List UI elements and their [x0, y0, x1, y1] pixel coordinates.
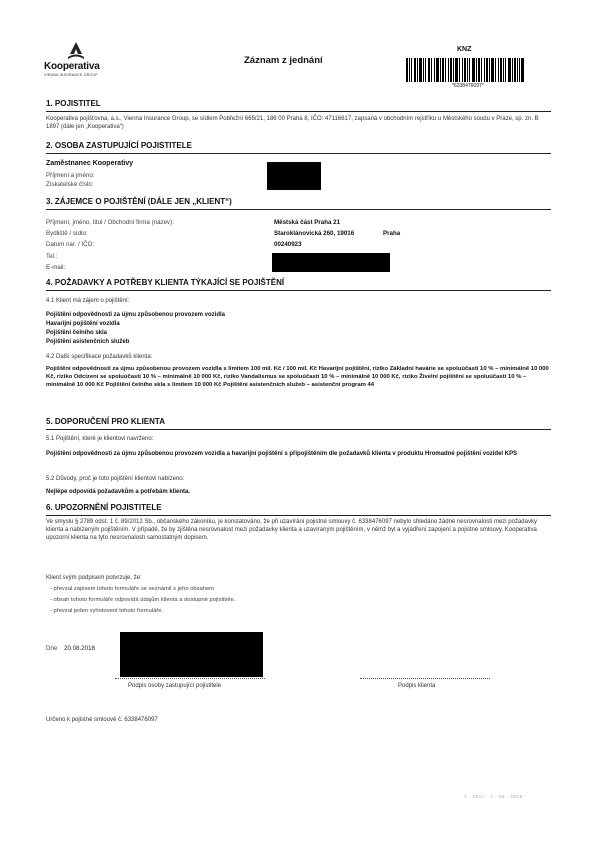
client-ico-label: Datum nar. / IČO: [46, 241, 95, 248]
list-item: - obsah tohoto formuláře odpovídá údajům klienta a dostupné pojistitele. [50, 597, 236, 603]
client-name-label: Příjmení, jméno, titul / Obchodní firma (název): [46, 219, 174, 226]
page-code: 1 · 2017 · 1 · 08 · 2018 [464, 795, 523, 800]
kooperativa-logo-icon [66, 42, 86, 60]
barcode-number: *6338476097* [452, 83, 484, 89]
confirmation-list [50, 586, 235, 619]
requirement-specification: Pojištění odpovědnosti za újmu způsobenou provozem vozidla s limitem 100 mil. Kč / 100 mil. Kč Havarijní pojištění, riziko Základní havárie se spoluúčastí 10 % – minimálně 10 000 Kč, riziko Odcizení se spoluúčastí 10 % – minimálně 10 000 Kč, riziko Vandalismus se spoluúčastí 10 % – minimálně 10 000 Kč, riziko Živelní pojištění se spoluúčastí 10 % – minimálně 10 000 Kč Pojištění čelního skla s limitem 10 000 Kč Pojištění asistenčních služeb – asistenční program 44 [46, 366, 549, 388]
requirement-item: Havarijní pojištění vozidla [46, 321, 120, 327]
employee-number-label: Získatelské číslo: [46, 181, 94, 188]
confirmation-intro: Klient svým podpisem potvrzuje, že: [46, 575, 142, 581]
divider [46, 153, 551, 154]
divider [46, 209, 551, 210]
recommendation-question-2: 5.2 Důvody, proč je toto pojištění klientovi nabízeno: [46, 476, 185, 482]
section-6-title: 6. UPOZORNĚNÍ POJISTITELE [46, 503, 162, 512]
client-phone-label: Tel.: [46, 253, 58, 260]
signature-date: 20.08.2018 [64, 645, 95, 652]
client-name: Městská část Praha 21 [274, 219, 341, 226]
divider [46, 429, 551, 430]
list-item: - převzal zápisem tohoto formuláře se seznámil s jeho obsahem [50, 586, 214, 592]
document-title: Záznam z jednání [244, 55, 323, 66]
contract-reference: Určeno k pojistné smlouvě č. 6338476097 [46, 717, 158, 723]
divider [46, 111, 551, 112]
form-code: KNZ [457, 46, 472, 53]
requirement-question-1: 4.1 Klient má zájem o pojištění: [46, 298, 130, 304]
recommended-insurance: Pojištění odpovědnosti za újmu způsobenou provozem vozidla a havarijní pojištění s připojištěním dle požadavků klienta v produktu Hromadné pojištění vozidel KPS [46, 451, 518, 457]
signature-line [360, 678, 490, 679]
redacted-signature [120, 632, 263, 677]
brand-subtitle: VIENNA INSURANCE GROUP [44, 73, 98, 77]
requirement-item: Pojištění čelního skla [46, 330, 108, 336]
client-address: Staroklánovická 260, 19016 [274, 230, 355, 237]
insurer-notice: Ve smyslu § 2789 odst. 1 č. 89/2012 Sb., občanského zákoníku, je konstatováno, že při uzavírání pojistné smlouvy č. 6338476097 nebylo shledáno žádné nesrovnalosti mezi požadavky klienta a nabízeným pojištěním. V případě, že by zjištěna nesrovnalost mezi požadavky klienta a uzavíraným pojištěním, v němž byl a vyjádření zapojení a pojistné smlouvy. Kooperativa upozorní klienta na tyto nesrovnalosti samostatným dopisem. [46, 519, 537, 542]
barcode [406, 58, 524, 82]
insurer-signature-label: Podpis osoby zastupující pojistitele [128, 683, 222, 689]
client-email-label: E-mail: [46, 264, 66, 271]
employee-subtitle: Zaměstnanec Kooperativy [46, 160, 134, 167]
employee-name-label: Příjmení a jméno: [46, 172, 95, 179]
requirement-question-2: 4.2 Další specifikace požadavků klienta: [46, 354, 153, 360]
recommendation-reason: Nejlépe odpovídá požadavkům a potřebám klienta. [46, 489, 191, 495]
section-5-title: 5. DOPORUČENÍ PRO KLIENTA [46, 417, 165, 426]
requirement-item: Pojištění odpovědnosti za újmu způsobenou provozem vozidla [46, 312, 226, 318]
section-1-title: 1. POJISTITEL [46, 99, 101, 108]
section-4-title: 4. POŽADAVKY A POTŘEBY KLIENTA TÝKAJÍCÍ SE POJIŠTĚNÍ [46, 278, 285, 287]
requirement-item: Pojištění asistenčních služeb [46, 339, 130, 345]
date-label: Dne [46, 645, 58, 652]
client-city: Praha [383, 230, 401, 237]
recommendation-question-1: 5.1 Pojištění, které je klientovi navrženo: [46, 436, 154, 442]
section-2-title: 2. OSOBA ZASTUPUJÍCÍ POJISTITELE [46, 141, 192, 150]
insurer-details: Kooperativa pojišťovna, a.s., Vienna Insurance Group, se sídlem Pobřežní 665/21, 186 00 Praha 8, IČO: 47116617, zapsaná v obchodním rejstříku u Městského soudu v Praze, sp. zn. B 1897 (dále jen „Kooperativa“) [46, 116, 539, 131]
brand-name: Kooperativa [44, 61, 100, 72]
client-address-label: Bydliště / sídlo: [46, 230, 88, 237]
divider [46, 290, 551, 291]
client-ico: 00240923 [274, 241, 302, 248]
client-signature-label: Podpis klienta [398, 683, 436, 689]
signature-line [115, 678, 265, 679]
redacted-block [272, 253, 390, 272]
list-item: - převzal jeden vyhotovení tohoto formuláře. [50, 608, 164, 614]
divider [46, 515, 551, 516]
section-3-title: 3. ZÁJEMCE O POJIŠTĚNÍ (DÁLE JEN „KLIENT“) [46, 197, 232, 206]
redacted-block [267, 162, 321, 190]
